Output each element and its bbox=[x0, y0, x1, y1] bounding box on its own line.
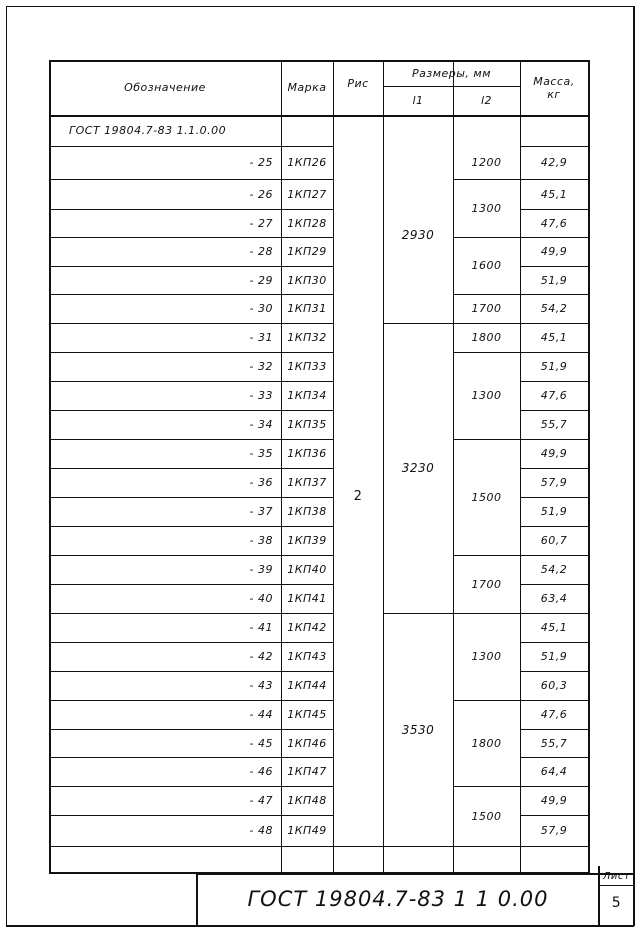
l2-group-value: 1200 bbox=[471, 156, 502, 169]
table-row-mass: 54,2 bbox=[540, 563, 568, 576]
table-row-mass: 63,4 bbox=[540, 592, 568, 605]
table-row-designation: - 41 bbox=[249, 621, 273, 634]
table-row-mass: 51,9 bbox=[540, 650, 568, 663]
l2-group-value: 1600 bbox=[471, 259, 502, 272]
table-row-mass: 47,6 bbox=[540, 708, 568, 721]
header-l1: l1 bbox=[412, 94, 424, 107]
first-row-designation: ГОСТ 19804.7-83 1.1.0.00 bbox=[69, 124, 227, 137]
l2-group-value: 1500 bbox=[471, 809, 502, 823]
table-row-mass: 51,9 bbox=[540, 505, 568, 518]
table-row-mass: 57,9 bbox=[540, 476, 568, 489]
table-row-mark: 1КП45 bbox=[287, 708, 327, 721]
table-row-mark: 1КП37 bbox=[287, 476, 327, 489]
table-row-mark: 1КП28 bbox=[287, 216, 327, 230]
table-row-designation: - 30 bbox=[249, 302, 273, 315]
table-row-designation: - 42 bbox=[249, 650, 273, 663]
table-row-designation: - 39 bbox=[249, 563, 273, 576]
table-row-designation: - 32 bbox=[249, 360, 273, 373]
frame-top bbox=[6, 6, 634, 7]
table-row-designation: - 35 bbox=[249, 447, 273, 460]
frame-bottom bbox=[6, 925, 634, 927]
table-row-designation: - 29 bbox=[249, 273, 273, 287]
table-row-mass: 60,3 bbox=[540, 679, 568, 692]
l2-group-value: 1700 bbox=[471, 577, 502, 591]
table-row-mass: 54,2 bbox=[540, 302, 568, 315]
sheet-number: 5 bbox=[611, 895, 622, 911]
table-row-mass: 49,9 bbox=[540, 447, 568, 460]
table-row-mark: 1КП29 bbox=[287, 245, 327, 258]
header-dimensions: Размеры, мм bbox=[411, 66, 492, 80]
table-row-mark: 1КП41 bbox=[287, 592, 327, 605]
table-row-mass: 49,9 bbox=[540, 794, 568, 807]
header-mass: Масса, кг bbox=[533, 74, 575, 101]
table-row-designation: - 34 bbox=[249, 418, 273, 431]
table-row-mark: 1КП36 bbox=[287, 447, 327, 460]
table-row-mark: 1КП47 bbox=[287, 765, 327, 778]
table-row-designation: - 44 bbox=[249, 708, 273, 721]
table-row-mark: 1КП34 bbox=[287, 389, 327, 402]
figure-bottom bbox=[333, 846, 383, 847]
titleblock-left-line bbox=[196, 873, 198, 926]
table-row-mark: 1КП32 bbox=[287, 331, 327, 344]
table-row-mark: 1КП31 bbox=[287, 302, 327, 315]
table-row-mark: 1КП38 bbox=[287, 505, 327, 518]
l2-group-value: 1300 bbox=[471, 650, 502, 663]
table-row-mark: 1КП40 bbox=[287, 563, 327, 576]
l1-group-value: 3230 bbox=[401, 461, 435, 475]
table-row-designation: - 26 bbox=[249, 187, 273, 201]
l2-group-value: 1300 bbox=[471, 389, 502, 402]
table-row-mass: 51,9 bbox=[540, 360, 568, 373]
table-row-mark: 1КП46 bbox=[287, 736, 327, 750]
table-row-mark: 1КП42 bbox=[287, 621, 327, 634]
l1-group-value: 3530 bbox=[401, 722, 435, 737]
table-row-designation: - 38 bbox=[249, 534, 273, 547]
table-row-mark: 1КП43 bbox=[287, 650, 327, 663]
table-row-mass: 47,6 bbox=[540, 389, 568, 402]
table-row-mass: 42,9 bbox=[540, 156, 568, 169]
table-row-mark: 1КП39 bbox=[287, 534, 327, 547]
sheet-label: Лист bbox=[602, 870, 631, 882]
table-row-mass: 45,1 bbox=[540, 331, 568, 344]
table-row-divider-mass bbox=[520, 846, 588, 847]
table-row-designation: - 48 bbox=[249, 824, 273, 837]
table-row-divider bbox=[49, 846, 333, 847]
sheet-box-divider bbox=[598, 885, 634, 886]
l1-group-value: 2930 bbox=[401, 227, 435, 242]
table-row-designation: - 46 bbox=[249, 765, 273, 778]
table-row-designation: - 45 bbox=[249, 736, 273, 750]
frame-left bbox=[6, 6, 7, 926]
table-row-mass: 55,7 bbox=[540, 418, 568, 431]
table-row-designation: - 27 bbox=[249, 216, 273, 230]
table-row-mark: 1КП48 bbox=[287, 794, 327, 807]
table-right-border bbox=[588, 60, 590, 873]
table-row-mass: 49,9 bbox=[540, 245, 568, 258]
table-row-mark: 1КП35 bbox=[287, 418, 327, 431]
l2-group-value: 1700 bbox=[471, 302, 502, 315]
header-figure: Рис bbox=[347, 76, 369, 90]
table-row-mass: 55,7 bbox=[540, 736, 568, 750]
table-row-designation: - 36 bbox=[249, 476, 273, 489]
header-designation: Обозначение bbox=[124, 81, 206, 94]
table-row-mark: 1КП33 bbox=[287, 360, 327, 373]
header-l2: l2 bbox=[480, 94, 493, 107]
table-row-mass: 51,9 bbox=[540, 273, 568, 287]
l2-group-divider bbox=[453, 846, 520, 847]
table-row-mark: 1КП27 bbox=[287, 187, 327, 201]
table-row-mass: 45,1 bbox=[540, 621, 568, 634]
header-mark: Марка bbox=[287, 81, 327, 94]
table-row-mark: 1КП26 bbox=[287, 156, 327, 169]
frame-right bbox=[633, 6, 635, 926]
table-row-mass: 60,7 bbox=[540, 534, 568, 547]
title-block-code: ГОСТ 19804.7-83 1 1 0.00 bbox=[247, 887, 549, 911]
table-row-mark: 1КП49 bbox=[287, 824, 327, 837]
table-row-mark: 1КП30 bbox=[287, 273, 327, 287]
table-row-designation: - 33 bbox=[249, 389, 273, 402]
table-row-designation: - 47 bbox=[249, 794, 273, 807]
table-row-designation: - 43 bbox=[249, 679, 273, 692]
table-row-mark: 1КП44 bbox=[287, 679, 327, 692]
table-row-designation: - 40 bbox=[249, 592, 273, 605]
table-row-designation: - 37 bbox=[249, 505, 273, 518]
titleblock-top-line bbox=[196, 873, 634, 875]
l2-group-value: 1300 bbox=[471, 201, 502, 215]
table-row-designation: - 28 bbox=[249, 245, 273, 258]
table-row-mass: 47,6 bbox=[540, 216, 568, 230]
table-row-mass: 45,1 bbox=[540, 187, 568, 201]
table-row-designation: - 25 bbox=[249, 156, 273, 169]
table-row-mass: 57,9 bbox=[540, 824, 568, 837]
table-row-designation: - 31 bbox=[249, 331, 273, 344]
l1-group-divider bbox=[383, 846, 453, 847]
l2-group-value: 1800 bbox=[471, 331, 502, 344]
l2-group-value: 1500 bbox=[471, 490, 502, 504]
table-row-mass: 64,4 bbox=[540, 765, 568, 778]
figure-value: 2 bbox=[353, 488, 363, 504]
l2-group-value: 1800 bbox=[471, 736, 502, 750]
